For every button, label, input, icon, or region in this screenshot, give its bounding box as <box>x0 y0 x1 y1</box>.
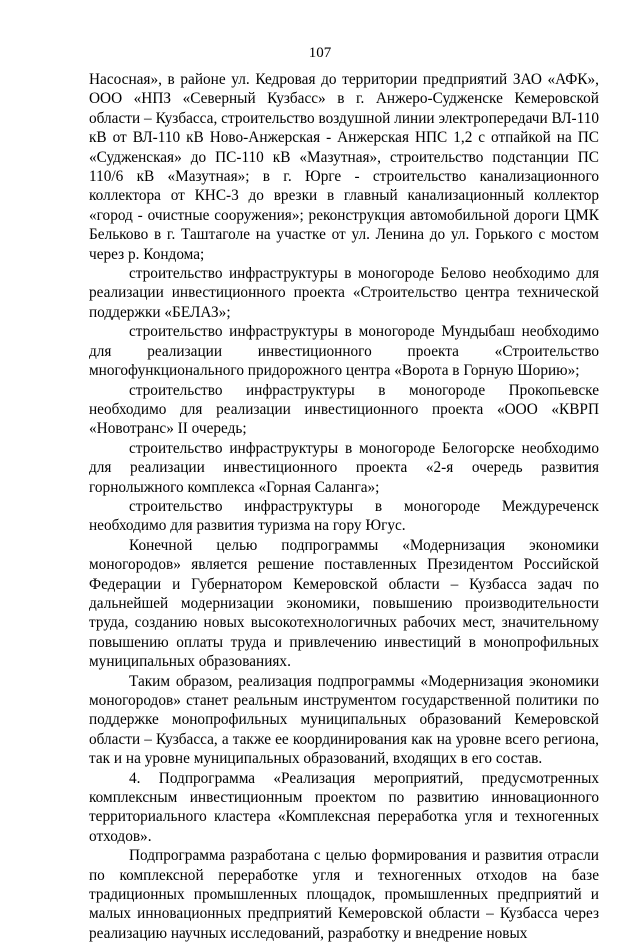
page-number: 107 <box>308 45 332 61</box>
document-body <box>89 70 599 943</box>
paragraph-continuation: Насосная», в районе ул. Кедровая до территории предприятий ЗАО «АФК», ООО «НПЗ «Северный Кузбасс» в г. Анжеро-Судженске Кемеровской области – Кузбасса, строительство воздушной линии электропередачи ВЛ-110 кВ от ВЛ-110 кВ Ново-Анжерская - Анжерская НПС 1,2 с отпайкой на ПС «Судженская» до ПС-110 кВ «Мазутная», строительство подстанции ПС 110/6 кВ «Мазутная»; в г. Юрге - строительство канализационного коллектора от КНС-3 до врезки в главный канализационный коллектор «город - очистные сооружения»; реконструкция автомобильной дороги ЦМК Бельково в г. Таштаголе на участке от ул. Ленина до ул. Горького с мостом через р. Кондома; <box>89 71 599 263</box>
paragraph-final-goal: Конечной целью подпрограммы «Модернизация экономики моногородов» является решение поставленных Президентом Российской Федерации и Губернатором Кемеровской области – Кузбасса задач по дальнейшей модернизации экономики, повышению производительности труда, созданию новых высокотехнологичных рабочих мест, значительному повышению оплаты труда и привлечению инвестиций в монопрофильных муниципальных образованиях. <box>89 536 599 671</box>
paragraph-conclusion: Таким образом, реализация подпрограммы «Модернизация экономики моногородов» станет реальным инструментом государственной политики по поддержке монопрофильных муниципальных образований Кемеровской области – Кузбасса, а также ее координирования как на уровне всего региона, так и на уровне муниципальных образований, входящих в его состав. <box>89 672 599 768</box>
paragraph-subprogram-purpose: Подпрограмма разработана с целью формирования и развития отрасли по комплексной переработке угля и техногенных отходов на базе традиционных промышленных площадок, промышленных предприятий и малых инновационных предприятий Кемеровской области – Кузбасса через реализацию научных исследований, разработку и внедрение новых <box>89 847 599 942</box>
paragraph-mundybash: строительство инфраструктуры в моногороде Мундыбаш необходимо для реализации инвестиционного проекта «Строительство многофункционального придорожного центра «Ворота в Горную Шорию»; <box>89 323 599 380</box>
paragraph-prokopyevsk: строительство инфраструктуры в моногороде Прокопьевске необходимо для реализации инвестиционного проекта «ООО «КВРП «Новотранс» II очередь; <box>89 381 599 438</box>
paragraph-belovo: строительство инфраструктуры в моногороде Белово необходимо для реализации инвестиционного проекта «Строительство центра технической поддержки «БЕЛАЗ»; <box>89 265 599 321</box>
paragraph-subprogram-4-heading: 4. Подпрограмма «Реализация мероприятий, предусмотренных комплексным инвестиционным проектом по развитию инновационного территориального кластера «Комплексная переработка угля и техногенных отходов». <box>89 769 599 845</box>
paragraph-belogorsk: строительство инфраструктуры в моногороде Белогорске необходимо для реализации инвестиционного проекта «2-я очередь развития горнолыжного комплекса «Горная Саланга»; <box>89 439 599 496</box>
paragraph-mezhdurechensk: строительство инфраструктуры в моногороде Междуреченск необходимо для развития туризма на гору Югус. <box>89 497 599 535</box>
